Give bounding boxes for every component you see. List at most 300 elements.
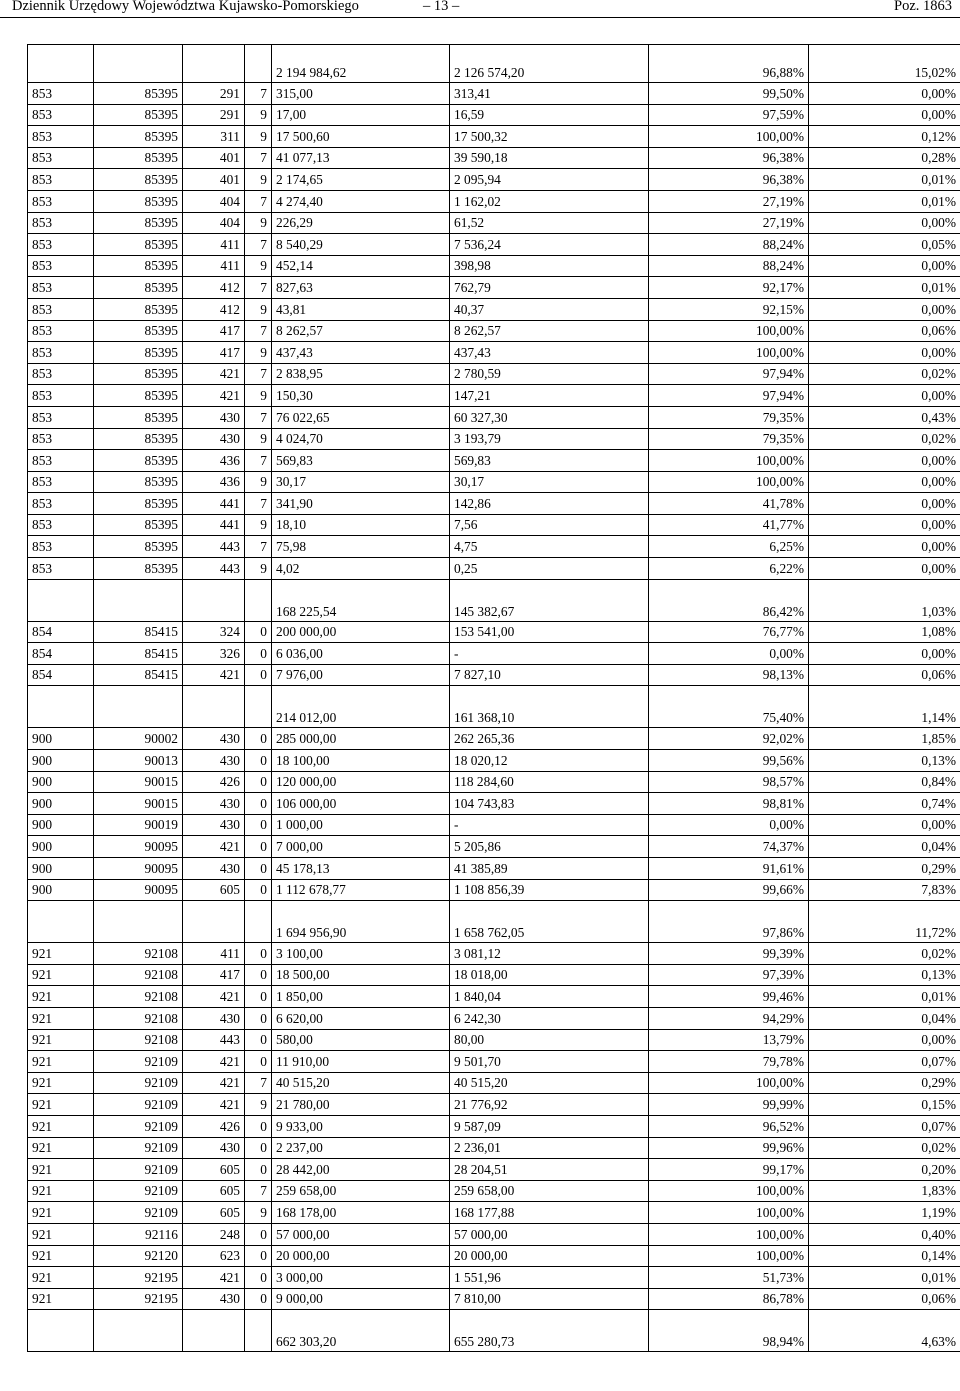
- cell-source: 0: [245, 1245, 272, 1267]
- cell-source: 7: [245, 1072, 272, 1094]
- cell-dzial: 921: [28, 1202, 94, 1224]
- cell-paragraf: 291: [183, 104, 245, 126]
- cell-paragraf: 443: [183, 558, 245, 580]
- cell-execution: 39 590,18: [450, 147, 649, 169]
- cell-execution: 1 551,96: [450, 1267, 649, 1289]
- table-row: [28, 536, 960, 558]
- cell-source: 7: [245, 234, 272, 256]
- table-row: [28, 1245, 960, 1267]
- table-row: [28, 169, 960, 191]
- cell-source: 7: [245, 147, 272, 169]
- cell-source: 9: [245, 514, 272, 536]
- cell-paragraf: 421: [183, 1051, 245, 1073]
- cell-rozdzial: 92109: [94, 1159, 183, 1181]
- cell-share: 0,00%: [809, 536, 960, 558]
- cell-rozdzial: 90013: [94, 750, 183, 772]
- cell-dzial: 900: [28, 750, 94, 772]
- cell-percent: 97,59%: [649, 104, 809, 126]
- cell-plan: 18 100,00: [272, 750, 450, 772]
- cell-source: 7: [245, 493, 272, 515]
- table-row-subtotal: [28, 1310, 960, 1352]
- cell-execution: 1 162,02: [450, 190, 649, 212]
- cell-plan: 315,00: [272, 83, 450, 105]
- cell-source: 0: [245, 643, 272, 665]
- cell-execution: -: [450, 643, 649, 665]
- cell-percent: 100,00%: [649, 1202, 809, 1224]
- cell-dzial: 921: [28, 1094, 94, 1116]
- cell-share: 1,03%: [809, 579, 960, 621]
- cell-rozdzial: 85395: [94, 514, 183, 536]
- table-row: [28, 1159, 960, 1181]
- cell-plan: 7 000,00: [272, 836, 450, 858]
- cell-source: 9: [245, 342, 272, 364]
- cell-execution: 8 262,57: [450, 320, 649, 342]
- table-row: [28, 943, 960, 965]
- cell-source: 9: [245, 471, 272, 493]
- cell-source: 0: [245, 1223, 272, 1245]
- cell-plan: 9 000,00: [272, 1288, 450, 1310]
- cell-source: 0: [245, 1007, 272, 1029]
- cell-paragraf: [183, 686, 245, 728]
- cell-share: 0,29%: [809, 1072, 960, 1094]
- cell-percent: 88,24%: [649, 255, 809, 277]
- cell-percent: 6,22%: [649, 558, 809, 580]
- cell-dzial: 853: [28, 234, 94, 256]
- cell-share: 1,14%: [809, 686, 960, 728]
- table-row: [28, 471, 960, 493]
- cell-execution: 313,41: [450, 83, 649, 105]
- cell-dzial: 921: [28, 964, 94, 986]
- table-row: [28, 1137, 960, 1159]
- cell-share: 1,85%: [809, 728, 960, 750]
- cell-plan: 18,10: [272, 514, 450, 536]
- cell-paragraf: 430: [183, 750, 245, 772]
- cell-percent: 0,00%: [649, 814, 809, 836]
- cell-dzial: 853: [28, 298, 94, 320]
- cell-share: 11,72%: [809, 901, 960, 943]
- table-row: [28, 363, 960, 385]
- cell-plan: 285 000,00: [272, 728, 450, 750]
- cell-paragraf: 436: [183, 471, 245, 493]
- table-row: [28, 342, 960, 364]
- cell-rozdzial: 90095: [94, 879, 183, 901]
- cell-paragraf: 430: [183, 1288, 245, 1310]
- table-row: [28, 1115, 960, 1137]
- cell-plan: 76 022,65: [272, 406, 450, 428]
- cell-share: 4,63%: [809, 1310, 960, 1352]
- cell-plan: 2 174,65: [272, 169, 450, 191]
- cell-paragraf: 411: [183, 943, 245, 965]
- cell-share: 0,00%: [809, 514, 960, 536]
- cell-rozdzial: [94, 45, 183, 83]
- cell-dzial: 853: [28, 471, 94, 493]
- cell-source: 0: [245, 664, 272, 686]
- cell-dzial: 853: [28, 514, 94, 536]
- cell-share: 0,00%: [809, 212, 960, 234]
- cell-percent: 100,00%: [649, 471, 809, 493]
- cell-percent: 100,00%: [649, 320, 809, 342]
- cell-percent: 97,94%: [649, 363, 809, 385]
- cell-dzial: 921: [28, 1245, 94, 1267]
- cell-percent: 100,00%: [649, 342, 809, 364]
- cell-dzial: 853: [28, 277, 94, 299]
- cell-dzial: 853: [28, 83, 94, 105]
- cell-execution: 17 500,32: [450, 126, 649, 148]
- cell-paragraf: 605: [183, 1180, 245, 1202]
- cell-plan: 45 178,13: [272, 858, 450, 880]
- cell-plan: 43,81: [272, 298, 450, 320]
- cell-rozdzial: [94, 686, 183, 728]
- cell-rozdzial: 85395: [94, 471, 183, 493]
- cell-plan: 580,00: [272, 1029, 450, 1051]
- cell-dzial: 900: [28, 814, 94, 836]
- cell-source: 7: [245, 277, 272, 299]
- cell-dzial: [28, 1310, 94, 1352]
- cell-paragraf: [183, 1310, 245, 1352]
- table-row: [28, 750, 960, 772]
- cell-source: 0: [245, 1288, 272, 1310]
- cell-rozdzial: 85415: [94, 664, 183, 686]
- cell-plan: 662 303,20: [272, 1310, 450, 1352]
- cell-paragraf: 430: [183, 428, 245, 450]
- cell-share: 0,02%: [809, 363, 960, 385]
- cell-dzial: 921: [28, 1051, 94, 1073]
- table-row-subtotal: [28, 579, 960, 621]
- cell-rozdzial: 85395: [94, 234, 183, 256]
- cell-execution: 147,21: [450, 385, 649, 407]
- cell-source: [245, 901, 272, 943]
- cell-plan: 226,29: [272, 212, 450, 234]
- cell-paragraf: 404: [183, 190, 245, 212]
- cell-paragraf: 417: [183, 342, 245, 364]
- cell-dzial: 921: [28, 1137, 94, 1159]
- cell-source: 9: [245, 428, 272, 450]
- cell-percent: 86,42%: [649, 579, 809, 621]
- cell-paragraf: 417: [183, 964, 245, 986]
- cell-rozdzial: 85395: [94, 147, 183, 169]
- cell-rozdzial: 92109: [94, 1202, 183, 1224]
- cell-percent: 51,73%: [649, 1267, 809, 1289]
- cell-share: 0,00%: [809, 493, 960, 515]
- cell-paragraf: 430: [183, 1137, 245, 1159]
- cell-percent: 94,29%: [649, 1007, 809, 1029]
- table-row: [28, 234, 960, 256]
- cell-percent: 97,39%: [649, 964, 809, 986]
- cell-plan: 120 000,00: [272, 771, 450, 793]
- cell-plan: 1 850,00: [272, 986, 450, 1008]
- cell-paragraf: 430: [183, 858, 245, 880]
- cell-paragraf: 421: [183, 986, 245, 1008]
- cell-percent: 0,00%: [649, 643, 809, 665]
- cell-percent: 13,79%: [649, 1029, 809, 1051]
- cell-paragraf: [183, 45, 245, 83]
- cell-paragraf: 605: [183, 879, 245, 901]
- cell-dzial: 921: [28, 1029, 94, 1051]
- cell-rozdzial: 90019: [94, 814, 183, 836]
- cell-execution: 28 204,51: [450, 1159, 649, 1181]
- table-row: [28, 320, 960, 342]
- cell-dzial: 853: [28, 190, 94, 212]
- cell-paragraf: 248: [183, 1223, 245, 1245]
- cell-percent: 98,81%: [649, 793, 809, 815]
- cell-share: 1,19%: [809, 1202, 960, 1224]
- cell-share: 0,02%: [809, 943, 960, 965]
- cell-percent: 97,94%: [649, 385, 809, 407]
- table-row-subtotal: [28, 901, 960, 943]
- cell-execution: 30,17: [450, 471, 649, 493]
- cell-execution: 6 242,30: [450, 1007, 649, 1029]
- cell-percent: 92,15%: [649, 298, 809, 320]
- cell-plan: 11 910,00: [272, 1051, 450, 1073]
- cell-source: 9: [245, 126, 272, 148]
- cell-execution: 1 840,04: [450, 986, 649, 1008]
- cell-plan: 18 500,00: [272, 964, 450, 986]
- cell-source: 9: [245, 255, 272, 277]
- cell-dzial: 921: [28, 1115, 94, 1137]
- cell-dzial: 921: [28, 1007, 94, 1029]
- cell-percent: 99,66%: [649, 879, 809, 901]
- cell-paragraf: 412: [183, 298, 245, 320]
- cell-dzial: 921: [28, 1180, 94, 1202]
- cell-execution: 60 327,30: [450, 406, 649, 428]
- cell-percent: 91,61%: [649, 858, 809, 880]
- cell-source: 7: [245, 406, 272, 428]
- cell-source: 0: [245, 836, 272, 858]
- cell-paragraf: 417: [183, 320, 245, 342]
- cell-paragraf: [183, 579, 245, 621]
- cell-share: 0,40%: [809, 1223, 960, 1245]
- cell-dzial: [28, 579, 94, 621]
- table-row: [28, 643, 960, 665]
- cell-source: 7: [245, 83, 272, 105]
- cell-paragraf: 401: [183, 169, 245, 191]
- cell-plan: 1 112 678,77: [272, 879, 450, 901]
- cell-dzial: 853: [28, 536, 94, 558]
- cell-paragraf: [183, 901, 245, 943]
- cell-source: 0: [245, 750, 272, 772]
- cell-share: 1,83%: [809, 1180, 960, 1202]
- cell-rozdzial: 85395: [94, 558, 183, 580]
- cell-source: 0: [245, 1051, 272, 1073]
- cell-source: 0: [245, 1159, 272, 1181]
- cell-share: 0,00%: [809, 342, 960, 364]
- cell-execution: 4,75: [450, 536, 649, 558]
- cell-dzial: 853: [28, 342, 94, 364]
- table-row: [28, 1180, 960, 1202]
- cell-paragraf: 441: [183, 493, 245, 515]
- cell-share: 0,29%: [809, 858, 960, 880]
- cell-percent: 88,24%: [649, 234, 809, 256]
- table-row: [28, 385, 960, 407]
- cell-rozdzial: 92108: [94, 1029, 183, 1051]
- cell-dzial: 900: [28, 728, 94, 750]
- cell-plan: 6 620,00: [272, 1007, 450, 1029]
- page-header: [0, 0, 960, 22]
- table-row: [28, 728, 960, 750]
- cell-paragraf: 623: [183, 1245, 245, 1267]
- cell-plan: 75,98: [272, 536, 450, 558]
- cell-share: 0,12%: [809, 126, 960, 148]
- cell-percent: 96,52%: [649, 1115, 809, 1137]
- cell-rozdzial: 85395: [94, 493, 183, 515]
- cell-execution: 3 081,12: [450, 943, 649, 965]
- cell-source: 0: [245, 1137, 272, 1159]
- cell-execution: 2 236,01: [450, 1137, 649, 1159]
- cell-percent: 98,13%: [649, 664, 809, 686]
- cell-percent: 79,35%: [649, 406, 809, 428]
- cell-dzial: 853: [28, 126, 94, 148]
- cell-rozdzial: 92109: [94, 1180, 183, 1202]
- cell-share: 0,01%: [809, 277, 960, 299]
- cell-share: 0,00%: [809, 558, 960, 580]
- cell-plan: 3 100,00: [272, 943, 450, 965]
- table-body: [28, 45, 960, 1352]
- cell-execution: 153 541,00: [450, 621, 649, 643]
- header-rule: [0, 17, 960, 18]
- cell-execution: 3 193,79: [450, 428, 649, 450]
- cell-rozdzial: 85395: [94, 277, 183, 299]
- cell-rozdzial: [94, 1310, 183, 1352]
- cell-share: 0,02%: [809, 1137, 960, 1159]
- cell-share: 0,00%: [809, 104, 960, 126]
- cell-source: 7: [245, 1180, 272, 1202]
- cell-dzial: 853: [28, 147, 94, 169]
- cell-dzial: 853: [28, 385, 94, 407]
- cell-share: 0,01%: [809, 1267, 960, 1289]
- table-row: [28, 190, 960, 212]
- cell-plan: 57 000,00: [272, 1223, 450, 1245]
- cell-dzial: 900: [28, 858, 94, 880]
- cell-percent: 86,78%: [649, 1288, 809, 1310]
- cell-execution: 655 280,73: [450, 1310, 649, 1352]
- cell-paragraf: 605: [183, 1202, 245, 1224]
- cell-percent: 99,50%: [649, 83, 809, 105]
- cell-dzial: 853: [28, 169, 94, 191]
- cell-share: 0,06%: [809, 320, 960, 342]
- cell-paragraf: 326: [183, 643, 245, 665]
- cell-execution: 2 780,59: [450, 363, 649, 385]
- cell-dzial: 854: [28, 664, 94, 686]
- cell-percent: 96,38%: [649, 169, 809, 191]
- table-row: [28, 964, 960, 986]
- cell-dzial: 921: [28, 1267, 94, 1289]
- cell-execution: 57 000,00: [450, 1223, 649, 1245]
- cell-execution: 168 177,88: [450, 1202, 649, 1224]
- table-row: [28, 1094, 960, 1116]
- cell-share: 0,04%: [809, 836, 960, 858]
- cell-rozdzial: 90095: [94, 836, 183, 858]
- cell-rozdzial: 85395: [94, 385, 183, 407]
- cell-paragraf: 436: [183, 450, 245, 472]
- cell-plan: 2 838,95: [272, 363, 450, 385]
- cell-plan: 6 036,00: [272, 643, 450, 665]
- cell-source: 0: [245, 1267, 272, 1289]
- cell-rozdzial: 85415: [94, 643, 183, 665]
- cell-share: 0,00%: [809, 1029, 960, 1051]
- cell-rozdzial: 85395: [94, 83, 183, 105]
- cell-rozdzial: 85395: [94, 406, 183, 428]
- cell-source: 0: [245, 964, 272, 986]
- cell-plan: 168 178,00: [272, 1202, 450, 1224]
- cell-plan: 7 976,00: [272, 664, 450, 686]
- cell-dzial: 921: [28, 1223, 94, 1245]
- cell-dzial: 853: [28, 363, 94, 385]
- table-row: [28, 1223, 960, 1245]
- cell-share: 15,02%: [809, 45, 960, 83]
- cell-paragraf: 605: [183, 1159, 245, 1181]
- table-row-subtotal: [28, 686, 960, 728]
- cell-execution: 398,98: [450, 255, 649, 277]
- cell-paragraf: 311: [183, 126, 245, 148]
- cell-dzial: 853: [28, 558, 94, 580]
- cell-plan: 150,30: [272, 385, 450, 407]
- cell-paragraf: 404: [183, 212, 245, 234]
- cell-share: 0,43%: [809, 406, 960, 428]
- cell-execution: 80,00: [450, 1029, 649, 1051]
- cell-paragraf: 421: [183, 1267, 245, 1289]
- table-row: [28, 558, 960, 580]
- cell-plan: 9 933,00: [272, 1115, 450, 1137]
- cell-rozdzial: 92109: [94, 1115, 183, 1137]
- cell-source: [245, 45, 272, 83]
- cell-paragraf: 430: [183, 1007, 245, 1029]
- cell-percent: 6,25%: [649, 536, 809, 558]
- cell-source: 9: [245, 1202, 272, 1224]
- cell-rozdzial: 90015: [94, 793, 183, 815]
- cell-rozdzial: 85395: [94, 363, 183, 385]
- cell-source: 0: [245, 1115, 272, 1137]
- cell-dzial: 854: [28, 643, 94, 665]
- cell-plan: 259 658,00: [272, 1180, 450, 1202]
- cell-paragraf: 421: [183, 1094, 245, 1116]
- table-row: [28, 664, 960, 686]
- cell-percent: 41,78%: [649, 493, 809, 515]
- cell-paragraf: 430: [183, 406, 245, 428]
- cell-plan: 8 540,29: [272, 234, 450, 256]
- cell-execution: 145 382,67: [450, 579, 649, 621]
- cell-source: 0: [245, 879, 272, 901]
- cell-dzial: 921: [28, 1288, 94, 1310]
- cell-dzial: 853: [28, 450, 94, 472]
- cell-percent: 99,46%: [649, 986, 809, 1008]
- cell-percent: 96,88%: [649, 45, 809, 83]
- journal-title: Dziennik Urzędowy Województwa Kujawsko-Pomorskiego: [12, 0, 359, 14]
- cell-dzial: 853: [28, 406, 94, 428]
- cell-execution: 7,56: [450, 514, 649, 536]
- cell-paragraf: 421: [183, 385, 245, 407]
- cell-plan: 4 274,40: [272, 190, 450, 212]
- cell-rozdzial: 85395: [94, 169, 183, 191]
- table-row: [28, 1267, 960, 1289]
- cell-source: 9: [245, 558, 272, 580]
- cell-dzial: [28, 686, 94, 728]
- cell-execution: 569,83: [450, 450, 649, 472]
- cell-percent: 98,57%: [649, 771, 809, 793]
- table-row: [28, 879, 960, 901]
- cell-paragraf: 412: [183, 277, 245, 299]
- cell-source: 7: [245, 363, 272, 385]
- cell-plan: 8 262,57: [272, 320, 450, 342]
- cell-source: 0: [245, 986, 272, 1008]
- cell-execution: 16,59: [450, 104, 649, 126]
- cell-share: 0,01%: [809, 169, 960, 191]
- cell-rozdzial: 90015: [94, 771, 183, 793]
- cell-share: 0,00%: [809, 471, 960, 493]
- cell-plan: 569,83: [272, 450, 450, 472]
- cell-share: 0,00%: [809, 814, 960, 836]
- cell-share: 0,05%: [809, 234, 960, 256]
- cell-paragraf: 411: [183, 255, 245, 277]
